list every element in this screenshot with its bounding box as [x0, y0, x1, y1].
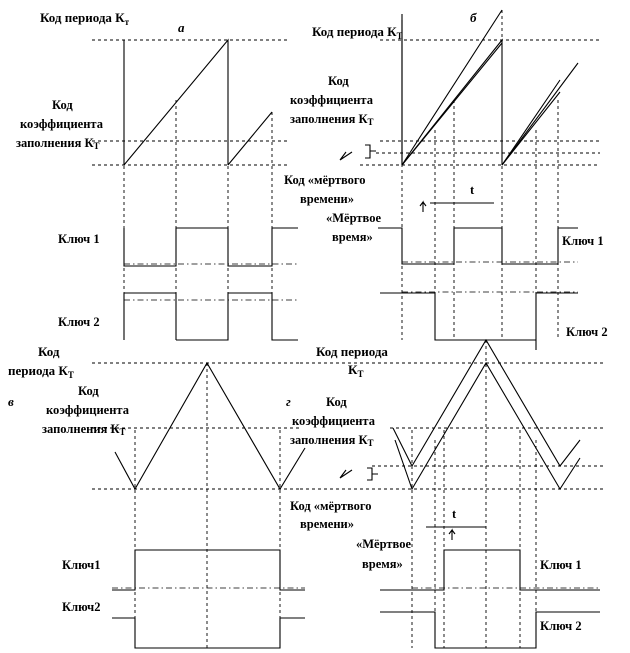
g-key2-label: Ключ 2	[540, 619, 582, 633]
g-deadtime-label-1: «Мёртвое	[356, 537, 411, 551]
a-sawtooth	[124, 40, 272, 165]
b-deadtime-label-1: «Мёртвое	[326, 211, 381, 225]
b-t-label: t	[470, 183, 475, 197]
b-fill-label-2: коэффициента	[290, 93, 373, 107]
v-key2-label: Ключ2	[62, 600, 101, 614]
b-dead-label-2: времени»	[300, 192, 354, 206]
a-panel-mark: а	[178, 20, 185, 35]
a-key1-wave	[124, 228, 298, 266]
a-key2-label: Ключ 2	[58, 315, 100, 329]
a-key1-label: Ключ 1	[58, 232, 100, 246]
g-triangle-2	[393, 340, 580, 466]
g-t-arrow	[449, 530, 455, 540]
g-dead-label-1: Код «мёртвого	[290, 499, 372, 513]
a-fill-label-3: заполнения КТ	[16, 136, 100, 151]
b-t-arrow	[420, 202, 426, 212]
b-panel-mark: б	[470, 10, 477, 25]
g-deadtime-label-2: время»	[362, 557, 403, 571]
g-t-label: t	[452, 507, 457, 521]
g-dead-brace	[367, 468, 378, 480]
v-period-label-2: периода $К_Т$	[8, 363, 74, 380]
v-key1-label: Ключ1	[62, 558, 101, 572]
g-fill-label-1: Код	[326, 395, 347, 409]
b-key1-label: Ключ 1	[562, 234, 604, 248]
v-fill-label-1: Код	[78, 384, 99, 398]
b-dead-arrow	[340, 152, 352, 160]
panel-g	[286, 340, 605, 648]
b-sawtooth-2	[402, 10, 560, 165]
g-period-label-2: $К_Т$	[348, 362, 364, 379]
v-key2-wave	[112, 618, 305, 648]
b-fill-label-1: Код	[328, 74, 349, 88]
g-panel-mark: г	[286, 394, 291, 409]
a-fill-label-1: Код	[52, 98, 73, 112]
g-key1-label: Ключ 1	[540, 558, 582, 572]
g-triangle-1	[395, 363, 580, 489]
g-fill-label-2: коэффициента	[292, 414, 375, 428]
b-dead-label-1: Код «мёртвого	[284, 173, 366, 187]
b-key1-wave	[378, 228, 578, 264]
b-dead-brace	[365, 145, 376, 158]
g-fill-label-3: заполнения КТ	[290, 433, 374, 448]
a-period-label: Код периода $К_т$	[40, 10, 130, 27]
g-period-label-1: Код периода	[316, 344, 388, 359]
g-dead-arrow	[340, 470, 352, 478]
b-key2-wave	[380, 293, 578, 350]
v-fill-label-2: коэффициента	[46, 403, 129, 417]
a-fill-label-2: коэффициента	[20, 117, 103, 131]
panel-v	[8, 344, 305, 648]
b-sawtooth-3	[402, 43, 578, 165]
b-deadtime-label-2: время»	[332, 230, 373, 244]
v-triangle	[115, 363, 305, 489]
v-panel-mark: в	[8, 394, 14, 409]
b-key2-label: Ключ 2	[566, 325, 608, 339]
g-dead-label-2: времени»	[300, 517, 354, 531]
v-period-label-1: Код	[38, 344, 60, 359]
v-fill-label-3: заполнения КТ	[42, 422, 126, 437]
v-key1-wave	[112, 550, 305, 590]
b-period-label: Код периода $К_Т$	[312, 24, 403, 41]
panel-b	[284, 10, 608, 350]
b-fill-label-3: заполнения КТ	[290, 112, 374, 127]
panel-a	[16, 10, 298, 340]
